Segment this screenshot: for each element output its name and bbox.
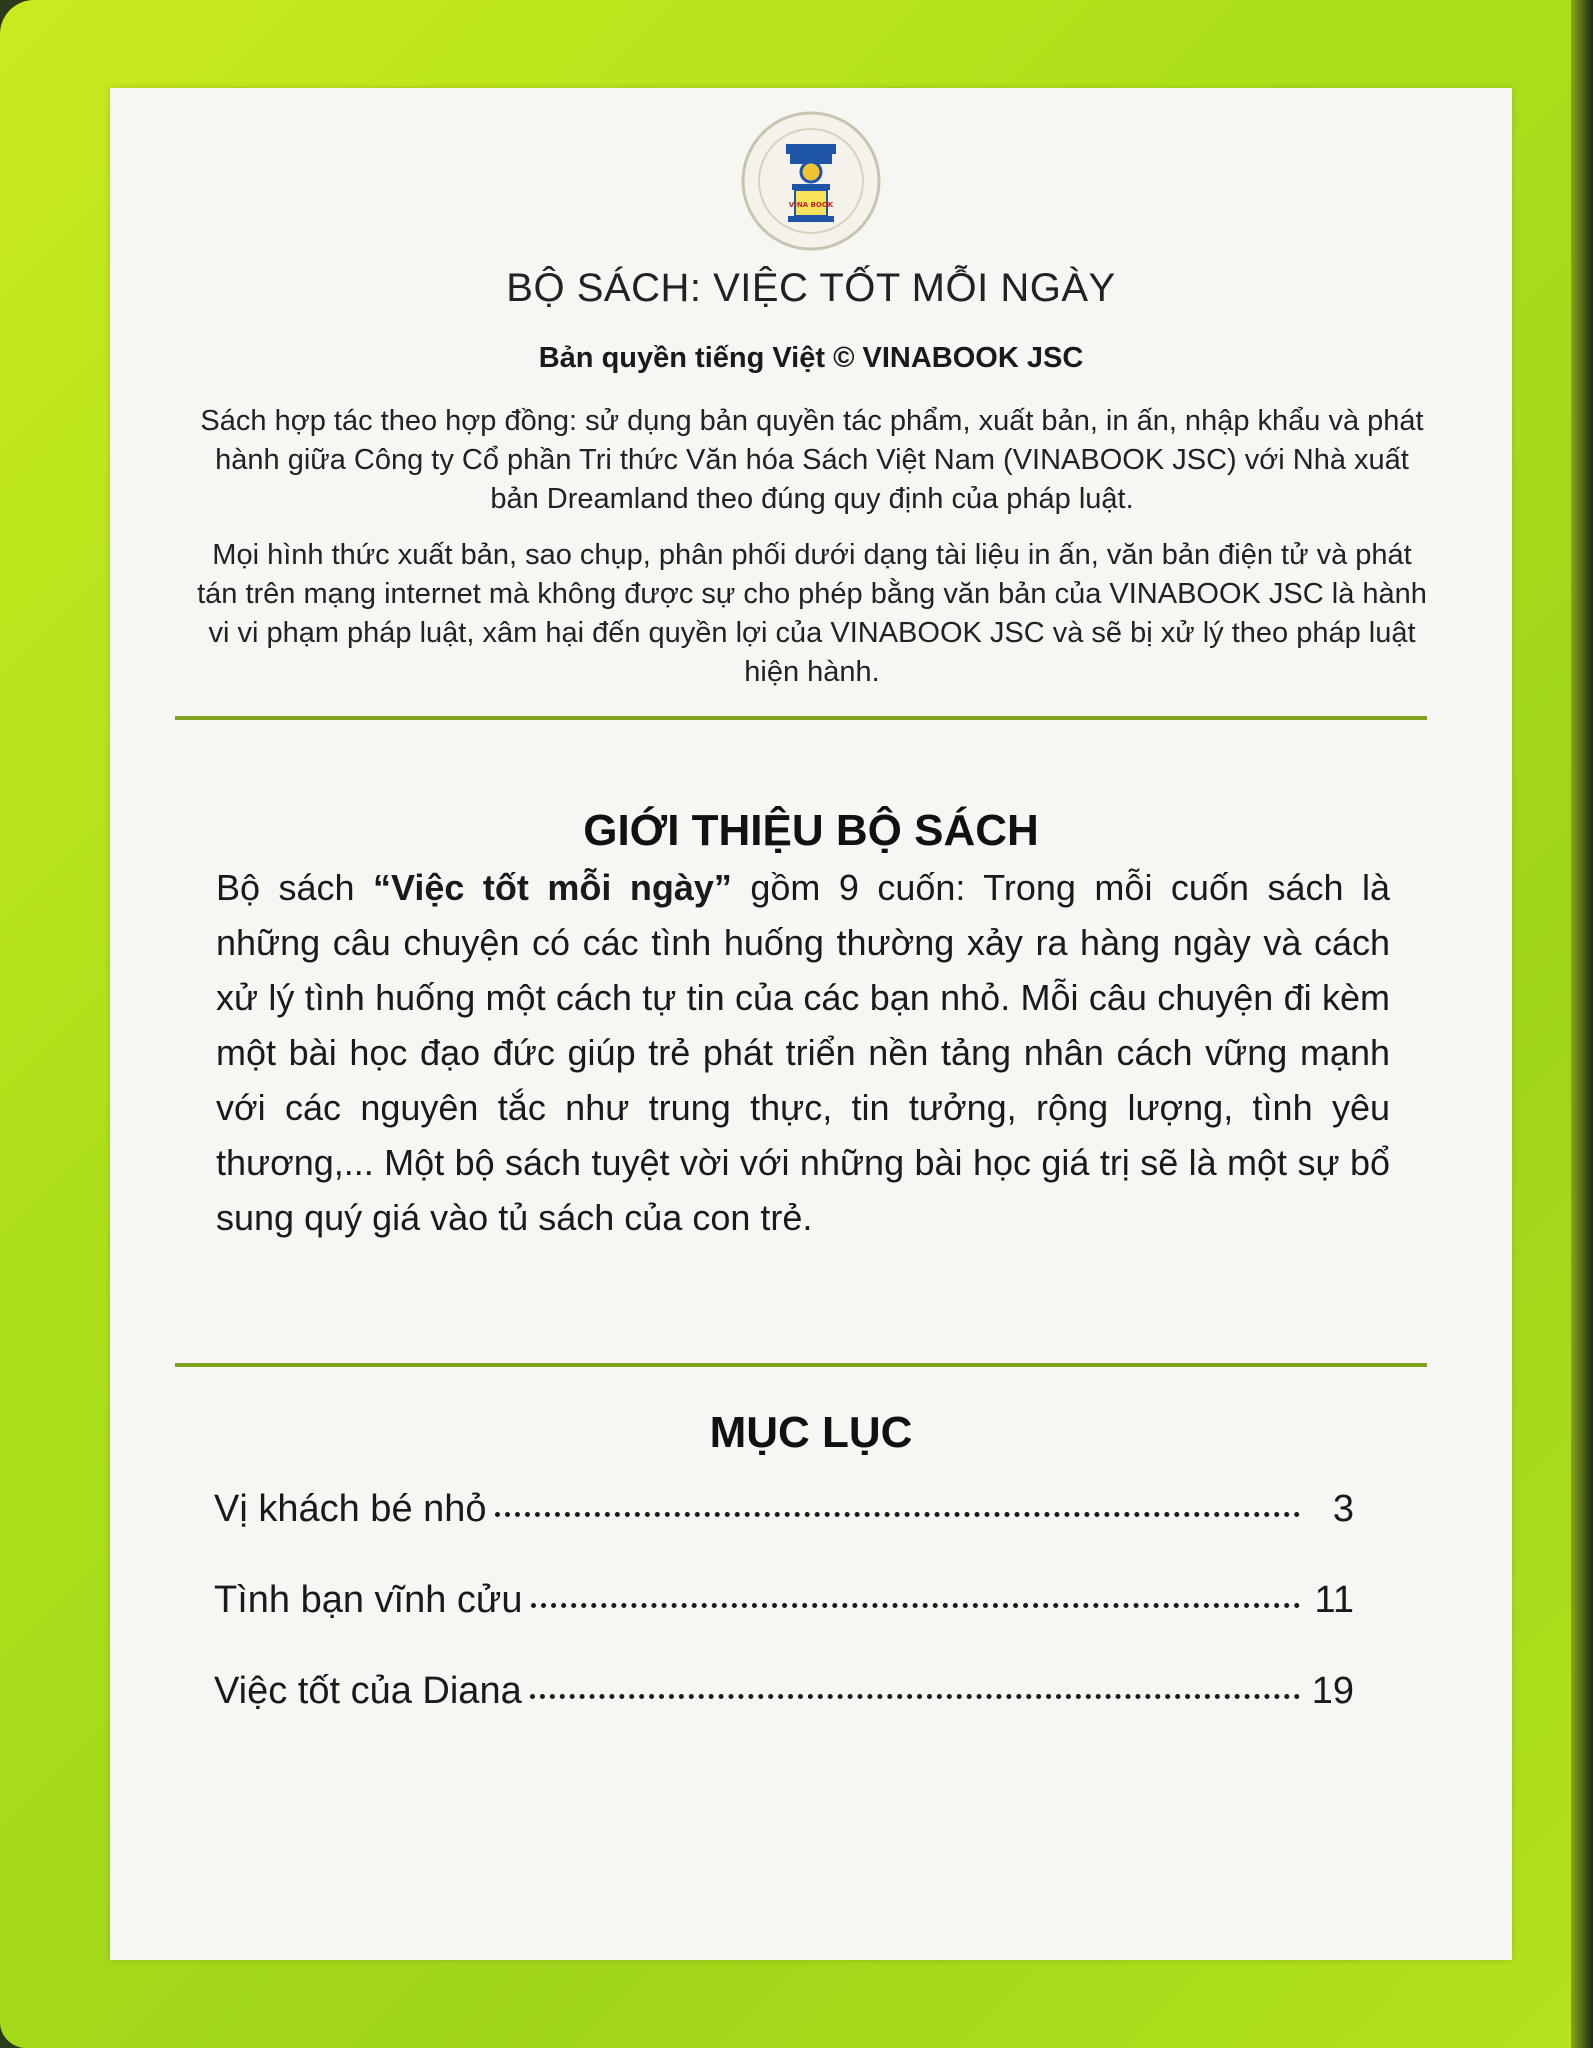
toc-item-page: 11	[1314, 1579, 1354, 1621]
rights-notice: Mọi hình thức xuất bản, sao chụp, phân phối dưới dạng tài liệu in ấn, văn bản điện tử và phát tán trên mạng internet mà không được sự cho phép bằng văn bản của VINABOOK JSC là hành vi vi phạm pháp luật, xâm hại đến quyền lợi của VINABOOK JSC và sẽ bị xử lý theo pháp luật hiện hành.	[197, 539, 1427, 688]
intro-series-name: “Việc tốt mỗi ngày”	[373, 867, 732, 908]
toc-leader-dots	[530, 1694, 1300, 1699]
series-title: BỘ SÁCH: VIỆC TỐT MỖI NGÀY	[506, 266, 1116, 310]
toc-item-title: Tình bạn vĩnh cửu	[214, 1579, 523, 1621]
copyright-line: Bản quyền tiếng Việt © VINABOOK JSC	[538, 342, 1084, 374]
toc-heading: MỤC LỤC	[709, 1408, 913, 1457]
intro-heading: GIỚI THIỆU BỘ SÁCH	[583, 806, 1039, 855]
book-spine-edge	[1571, 0, 1593, 2048]
toc-item-title: Vị khách bé nhỏ	[214, 1488, 487, 1530]
vinabook-seal-logo-icon	[740, 110, 882, 252]
toc-item	[214, 1670, 1354, 1761]
intro-lead: Bộ sách	[216, 867, 374, 908]
toc-item-page: 3	[1332, 1488, 1354, 1530]
intro-paragraph	[216, 860, 1390, 1245]
logo-brand-text: VINA BOOK	[788, 201, 834, 209]
contract-notice: Sách hợp tác theo hợp đồng: sử dụng bản quyền tác phẩm, xuất bản, in ấn, nhập khẩu và phát hành giữa Công ty Cổ phần Tri thức Văn hóa Sách Việt Nam (VINABOOK JSC) với Nhà xuất bản Dreamland theo đúng quy định của pháp luật.	[200, 405, 1424, 515]
toc-item-title: Việc tốt của Diana	[214, 1670, 522, 1712]
toc-leader-dots	[495, 1512, 1300, 1517]
toc-leader-dots	[531, 1603, 1300, 1608]
table-of-contents	[214, 1488, 1354, 1761]
intro-body-text: gồm 9 cuốn: Trong mỗi cuốn sách là những câu chuyện có các tình huống thường xảy ra hàng ngày và cách xử lý tình huống một cách tự tin của các bạn nhỏ. Mỗi câu chuyện đi kèm một bài học đạo đức giúp trẻ phát triển nền tảng nhân cách vững mạnh với các nguyên tắc như trung thực, tin tưởng, rộng lượng, tình yêu thương,... Một bộ sách tuyệt vời với những bài học giá trị sẽ là một sự bổ sung quý giá vào tủ sách của con trẻ.	[216, 867, 1390, 1238]
section-divider	[175, 1363, 1427, 1367]
toc-item	[214, 1579, 1354, 1670]
toc-item-page: 19	[1311, 1670, 1354, 1712]
section-divider	[175, 716, 1427, 720]
book-page	[110, 88, 1512, 1960]
toc-item	[214, 1488, 1354, 1579]
